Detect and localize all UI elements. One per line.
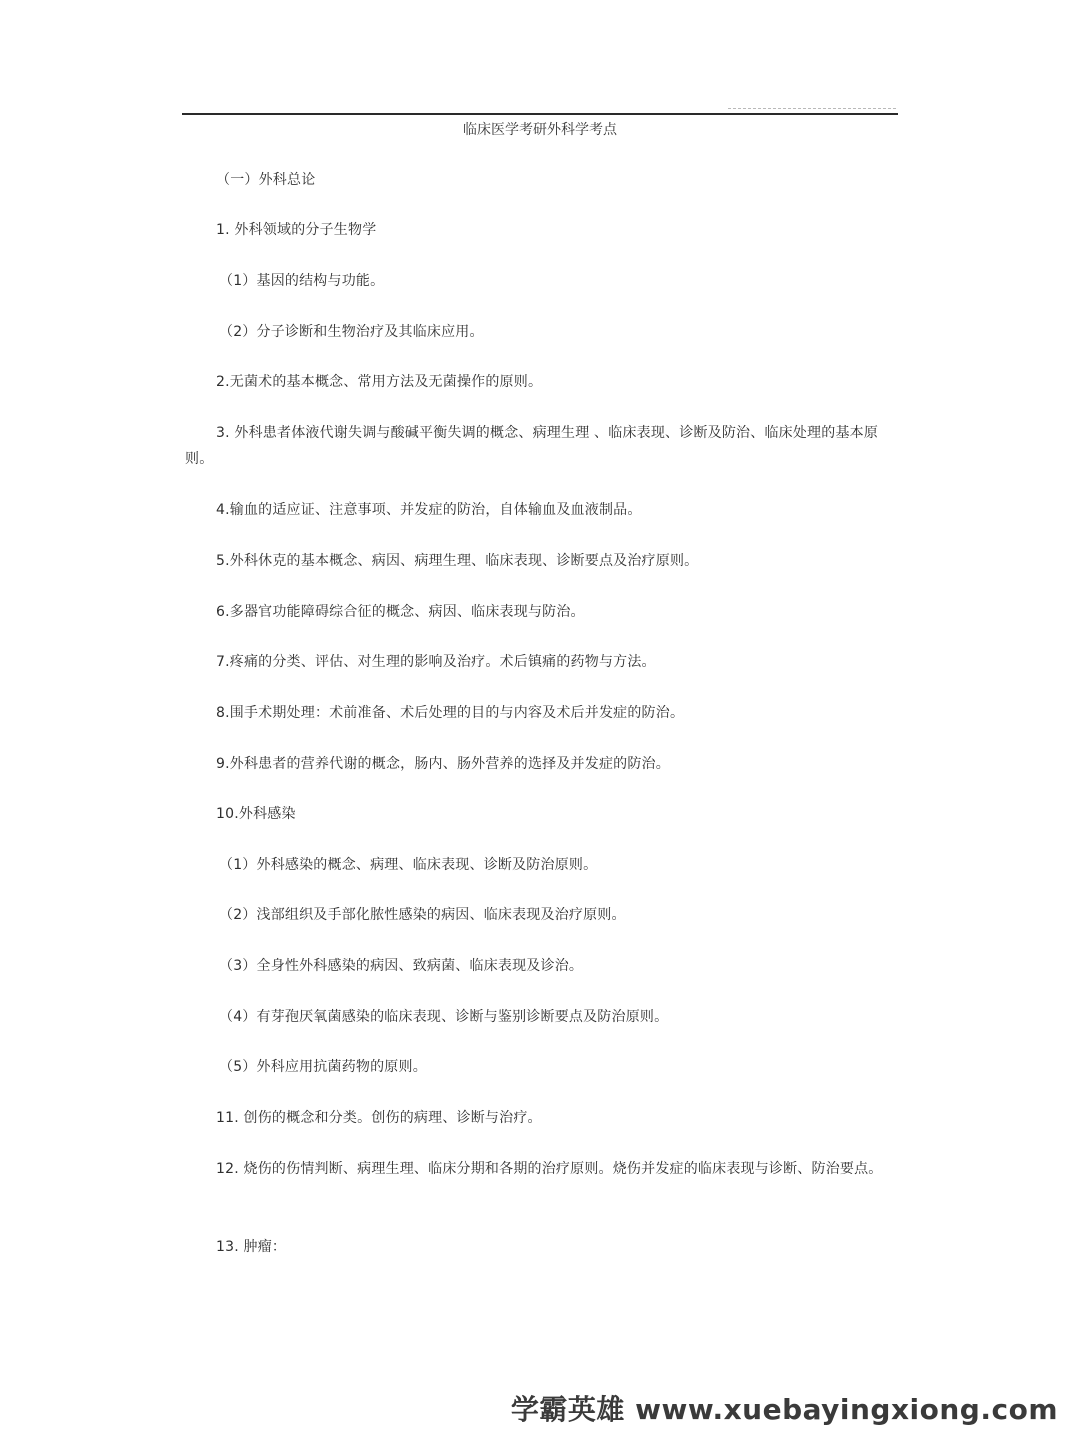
document-title: 临床医学考研外科学考点 bbox=[463, 122, 617, 138]
outline-item: 2.无菌术的基本概念、常用方法及无菌操作的原则。 bbox=[216, 374, 543, 390]
site-watermark: 学霸英雄 www.xuebayingxiong.com bbox=[510, 1393, 1058, 1426]
outline-item: 10.外科感染 bbox=[216, 806, 296, 822]
header-rule bbox=[182, 113, 898, 115]
outline-item: （2）浅部组织及手部化脓性感染的病因、临床表现及治疗原则。 bbox=[219, 907, 626, 923]
outline-item: （5）外科应用抗菌药物的原则。 bbox=[219, 1059, 427, 1075]
outline-item: 6.多器官功能障碍综合征的概念、病因、临床表现与防治。 bbox=[216, 604, 585, 620]
section-heading: （一）外科总论 bbox=[216, 172, 316, 188]
outline-item: 7.疼痛的分类、评估、对生理的影响及治疗。术后镇痛的药物与方法。 bbox=[216, 654, 656, 670]
outline-item: （1）外科感染的概念、病理、临床表现、诊断及防治原则。 bbox=[219, 857, 598, 873]
outline-item: （4）有芽孢厌氧菌感染的临床表现、诊断与鉴别诊断要点及防治原则。 bbox=[219, 1009, 669, 1025]
outline-item: 11. 创伤的概念和分类。创伤的病理、诊断与治疗。 bbox=[216, 1110, 542, 1126]
outline-item: 9.外科患者的营养代谢的概念，肠内、肠外营养的选择及并发症的防治。 bbox=[216, 756, 670, 772]
outline-item: 3. 外科患者体液代谢失调与酸碱平衡失调的概念、病理生理 、临床表现、诊断及防治、临床处理的基本原则。 bbox=[185, 425, 879, 467]
outline-item: 8.围手术期处理：术前准备、术后处理的目的与内容及术后并发症的防治。 bbox=[216, 705, 685, 721]
outline-item: （3）全身性外科感染的病因、致病菌、临床表现及诊治。 bbox=[219, 958, 584, 974]
outline-item: 4.输血的适应证、注意事项、并发症的防治，自体输血及血液制品。 bbox=[216, 502, 642, 518]
outline-item: 1. 外科领域的分子生物学 bbox=[216, 222, 377, 238]
outline-item: （2）分子诊断和生物治疗及其临床应用。 bbox=[219, 324, 484, 340]
outline-item: 13. 肿瘤： bbox=[216, 1239, 287, 1255]
outline-item: （1）基因的结构与功能。 bbox=[219, 273, 385, 289]
outline-item: 12. 烧伤的伤情判断、病理生理、临床分期和各期的治疗原则。烧伤并发症的临床表现与诊断、防治要点。 bbox=[216, 1161, 883, 1177]
header-faint-rule bbox=[728, 108, 896, 109]
outline-item: 5.外科休克的基本概念、病因、病理生理、临床表现、诊断要点及治疗原则。 bbox=[216, 553, 699, 569]
